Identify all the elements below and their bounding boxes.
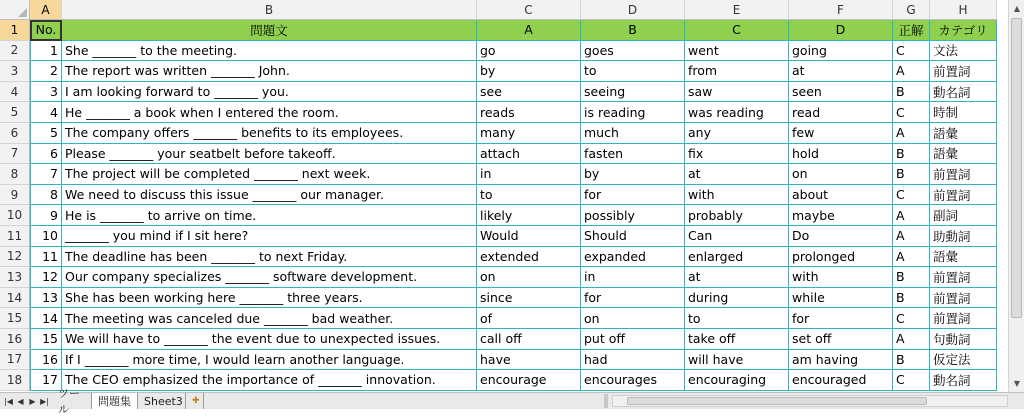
cell-c[interactable]: enlarged [685, 247, 789, 268]
cell-c[interactable]: from [685, 61, 789, 82]
cell-question[interactable]: He is _______ to arrive on time. [62, 205, 477, 226]
scroll-down-arrow-icon[interactable]: ▼ [1013, 378, 1021, 388]
cell-d[interactable]: read [789, 102, 893, 123]
header-cell-c[interactable]: C [685, 20, 789, 41]
cell-a[interactable]: go [477, 41, 581, 62]
cell-b[interactable]: to [581, 61, 685, 82]
cell-no[interactable]: 10 [30, 226, 62, 247]
cell-a[interactable]: of [477, 308, 581, 329]
cell-d[interactable]: for [789, 308, 893, 329]
cell-a[interactable]: see [477, 82, 581, 103]
cell-d[interactable]: prolonged [789, 247, 893, 268]
cell-question[interactable]: If I _______ more time, I would learn another language. [62, 350, 477, 371]
column-header-d[interactable]: D [581, 0, 685, 20]
cell-d[interactable]: hold [789, 144, 893, 165]
cell-category[interactable]: 動名詞 [930, 370, 997, 391]
sheet-tab[interactable]: ツール [52, 393, 92, 409]
select-all-corner[interactable] [0, 0, 30, 20]
cell-answer[interactable]: A [893, 205, 930, 226]
cell-answer[interactable]: A [893, 226, 930, 247]
sheet-tab[interactable]: 問題集 [92, 393, 138, 409]
cell-c[interactable]: was reading [685, 102, 789, 123]
scroll-up-arrow-icon[interactable]: ▲ [1013, 3, 1021, 13]
cell-d[interactable]: seen [789, 82, 893, 103]
vertical-scrollbar[interactable] [1008, 0, 1024, 392]
cell-question[interactable]: She _______ to the meeting. [62, 41, 477, 62]
cell-category[interactable]: 語彙 [930, 144, 997, 165]
cell-b[interactable]: encourages [581, 370, 685, 391]
cell-question[interactable]: The company offers _______ benefits to its employees. [62, 123, 477, 144]
cell-b[interactable]: goes [581, 41, 685, 62]
column-header-a[interactable]: A [30, 0, 62, 20]
cell-a[interactable]: reads [477, 102, 581, 123]
row-header[interactable]: 8 [0, 164, 30, 185]
first-sheet-icon[interactable]: |◀ [4, 396, 13, 406]
cell-category[interactable]: 時制 [930, 102, 997, 123]
cell-d[interactable]: about [789, 185, 893, 206]
cell-c[interactable]: at [685, 164, 789, 185]
cell-c[interactable]: with [685, 185, 789, 206]
cell-b[interactable]: Should [581, 226, 685, 247]
last-sheet-icon[interactable]: ▶| [40, 396, 49, 406]
cell-no[interactable]: 8 [30, 185, 62, 206]
cell-category[interactable]: 前置詞 [930, 185, 997, 206]
cell-category[interactable]: 語彙 [930, 247, 997, 268]
row-header[interactable]: 18 [0, 370, 30, 391]
column-header-e[interactable]: E [685, 0, 789, 20]
cell-question[interactable]: We will have to _______ the event due to unexpected issues. [62, 329, 477, 350]
cell-d[interactable]: with [789, 267, 893, 288]
header-cell-category[interactable]: カテゴリ [930, 20, 997, 41]
cell-b[interactable]: much [581, 123, 685, 144]
next-sheet-icon[interactable]: ▶ [29, 396, 36, 406]
cell-b[interactable]: possibly [581, 205, 685, 226]
cell-answer[interactable]: A [893, 247, 930, 268]
header-cell-no[interactable]: No. [30, 20, 62, 41]
cell-question[interactable]: Our company specializes _______ software development. [62, 267, 477, 288]
cell-no[interactable]: 11 [30, 247, 62, 268]
row-header[interactable]: 16 [0, 329, 30, 350]
cell-question[interactable]: The project will be completed _______ next week. [62, 164, 477, 185]
cell-answer[interactable]: B [893, 144, 930, 165]
cell-b[interactable]: on [581, 308, 685, 329]
cell-question[interactable]: _______ you mind if I sit here? [62, 226, 477, 247]
cell-answer[interactable]: C [893, 41, 930, 62]
cell-no[interactable]: 13 [30, 288, 62, 309]
cell-d[interactable]: while [789, 288, 893, 309]
cell-c[interactable]: to [685, 308, 789, 329]
cell-no[interactable]: 1 [30, 41, 62, 62]
row-header[interactable]: 4 [0, 82, 30, 103]
cell-d[interactable]: on [789, 164, 893, 185]
column-header-g[interactable]: G [893, 0, 930, 20]
cell-b[interactable]: seeing [581, 82, 685, 103]
cell-category[interactable]: 副詞 [930, 205, 997, 226]
cell-d[interactable]: Do [789, 226, 893, 247]
cell-b[interactable]: had [581, 350, 685, 371]
cell-category[interactable]: 前置詞 [930, 61, 997, 82]
cell-no[interactable]: 15 [30, 329, 62, 350]
cell-question[interactable]: The report was written _______ John. [62, 61, 477, 82]
cell-no[interactable]: 16 [30, 350, 62, 371]
cell-b[interactable]: is reading [581, 102, 685, 123]
cell-answer[interactable]: C [893, 308, 930, 329]
cell-b[interactable]: put off [581, 329, 685, 350]
cell-answer[interactable]: B [893, 164, 930, 185]
tab-split-handle[interactable] [604, 394, 608, 408]
cell-c[interactable]: probably [685, 205, 789, 226]
horizontal-scroll-thumb[interactable] [627, 397, 927, 405]
cell-answer[interactable]: C [893, 185, 930, 206]
horizontal-scrollbar[interactable] [612, 395, 1008, 407]
header-cell-b[interactable]: B [581, 20, 685, 41]
cell-c[interactable]: any [685, 123, 789, 144]
cell-c[interactable]: encouraging [685, 370, 789, 391]
cell-a[interactable]: Would [477, 226, 581, 247]
sheet-tab[interactable]: Sheet3 [138, 393, 186, 409]
cell-answer[interactable]: C [893, 370, 930, 391]
cell-no[interactable]: 12 [30, 267, 62, 288]
column-header-h[interactable]: H [930, 0, 997, 20]
cell-c[interactable]: went [685, 41, 789, 62]
cell-no[interactable]: 4 [30, 102, 62, 123]
cell-a[interactable]: in [477, 164, 581, 185]
cell-d[interactable]: maybe [789, 205, 893, 226]
prev-sheet-icon[interactable]: ◀ [17, 396, 24, 406]
cell-category[interactable]: 前置詞 [930, 308, 997, 329]
cell-question[interactable]: The CEO emphasized the importance of _______ innovation. [62, 370, 477, 391]
cell-c[interactable]: fix [685, 144, 789, 165]
cell-category[interactable]: 前置詞 [930, 267, 997, 288]
header-cell-answer[interactable]: 正解 [893, 20, 930, 41]
cell-a[interactable]: on [477, 267, 581, 288]
row-header[interactable]: 5 [0, 102, 30, 123]
cell-answer[interactable]: B [893, 350, 930, 371]
cell-c[interactable]: during [685, 288, 789, 309]
column-header-c[interactable]: C [477, 0, 581, 20]
cell-a[interactable]: call off [477, 329, 581, 350]
cell-b[interactable]: expanded [581, 247, 685, 268]
cell-question[interactable]: The deadline has been _______ to next Friday. [62, 247, 477, 268]
row-header[interactable]: 12 [0, 247, 30, 268]
row-header[interactable]: 11 [0, 226, 30, 247]
cell-no[interactable]: 6 [30, 144, 62, 165]
cell-question[interactable]: She has been working here _______ three years. [62, 288, 477, 309]
cell-a[interactable]: extended [477, 247, 581, 268]
cell-b[interactable]: fasten [581, 144, 685, 165]
row-header[interactable]: 6 [0, 123, 30, 144]
cell-a[interactable]: by [477, 61, 581, 82]
cell-c[interactable]: saw [685, 82, 789, 103]
header-cell-question[interactable]: 問題文 [62, 20, 477, 41]
insert-sheet-icon[interactable]: ✚ [186, 393, 204, 409]
cell-d[interactable]: set off [789, 329, 893, 350]
cell-b[interactable]: in [581, 267, 685, 288]
cell-a[interactable]: many [477, 123, 581, 144]
cell-answer[interactable]: B [893, 82, 930, 103]
cell-no[interactable]: 3 [30, 82, 62, 103]
column-header-f[interactable]: F [789, 0, 893, 20]
header-cell-a[interactable]: A [477, 20, 581, 41]
cell-no[interactable]: 7 [30, 164, 62, 185]
row-header[interactable]: 17 [0, 350, 30, 371]
cell-answer[interactable]: A [893, 123, 930, 144]
row-header[interactable]: 3 [0, 61, 30, 82]
cell-a[interactable]: encourage [477, 370, 581, 391]
row-header[interactable]: 9 [0, 185, 30, 206]
cell-d[interactable]: encouraged [789, 370, 893, 391]
header-cell-d[interactable]: D [789, 20, 893, 41]
cell-category[interactable]: 前置詞 [930, 288, 997, 309]
cell-category[interactable]: 句動詞 [930, 329, 997, 350]
cell-c[interactable]: take off [685, 329, 789, 350]
cell-a[interactable]: to [477, 185, 581, 206]
cell-d[interactable]: at [789, 61, 893, 82]
cell-c[interactable]: Can [685, 226, 789, 247]
cell-b[interactable]: by [581, 164, 685, 185]
cell-answer[interactable]: A [893, 329, 930, 350]
cell-c[interactable]: at [685, 267, 789, 288]
row-header[interactable]: 2 [0, 41, 30, 62]
row-header[interactable]: 13 [0, 267, 30, 288]
cell-category[interactable]: 仮定法 [930, 350, 997, 371]
cell-answer[interactable]: B [893, 288, 930, 309]
cell-no[interactable]: 9 [30, 205, 62, 226]
sheet-tab-bar [0, 387, 1024, 416]
cell-a[interactable]: have [477, 350, 581, 371]
cell-answer[interactable]: C [893, 102, 930, 123]
cell-no[interactable]: 17 [30, 370, 62, 391]
row-header[interactable]: 7 [0, 144, 30, 165]
row-header[interactable]: 15 [0, 308, 30, 329]
cell-question[interactable]: The meeting was canceled due _______ bad weather. [62, 308, 477, 329]
cell-c[interactable]: will have [685, 350, 789, 371]
cell-a[interactable]: attach [477, 144, 581, 165]
cell-d[interactable]: am having [789, 350, 893, 371]
cell-d[interactable]: going [789, 41, 893, 62]
vertical-scroll-thumb[interactable] [1011, 18, 1022, 318]
cell-question[interactable]: I am looking forward to _______ you. [62, 82, 477, 103]
cell-category[interactable]: 語彙 [930, 123, 997, 144]
cell-b[interactable]: for [581, 288, 685, 309]
cell-d[interactable]: few [789, 123, 893, 144]
cell-answer[interactable]: B [893, 267, 930, 288]
cell-category[interactable]: 動名詞 [930, 82, 997, 103]
cell-category[interactable]: 助動詞 [930, 226, 997, 247]
row-header[interactable]: 10 [0, 205, 30, 226]
cell-a[interactable]: likely [477, 205, 581, 226]
cell-a[interactable]: since [477, 288, 581, 309]
cell-question[interactable]: We need to discuss this issue _______ our manager. [62, 185, 477, 206]
cell-b[interactable]: for [581, 185, 685, 206]
cell-question[interactable]: He _______ a book when I entered the room. [62, 102, 477, 123]
cell-category[interactable]: 前置詞 [930, 164, 997, 185]
cell-no[interactable]: 14 [30, 308, 62, 329]
row-header[interactable]: 1 [0, 20, 30, 41]
cell-answer[interactable]: A [893, 61, 930, 82]
cell-no[interactable]: 5 [30, 123, 62, 144]
row-header[interactable]: 14 [0, 288, 30, 309]
cell-category[interactable]: 文法 [930, 41, 997, 62]
cell-question[interactable]: Please _______ your seatbelt before takeoff. [62, 144, 477, 165]
column-header-b[interactable]: B [62, 0, 477, 20]
cell-no[interactable]: 2 [30, 61, 62, 82]
